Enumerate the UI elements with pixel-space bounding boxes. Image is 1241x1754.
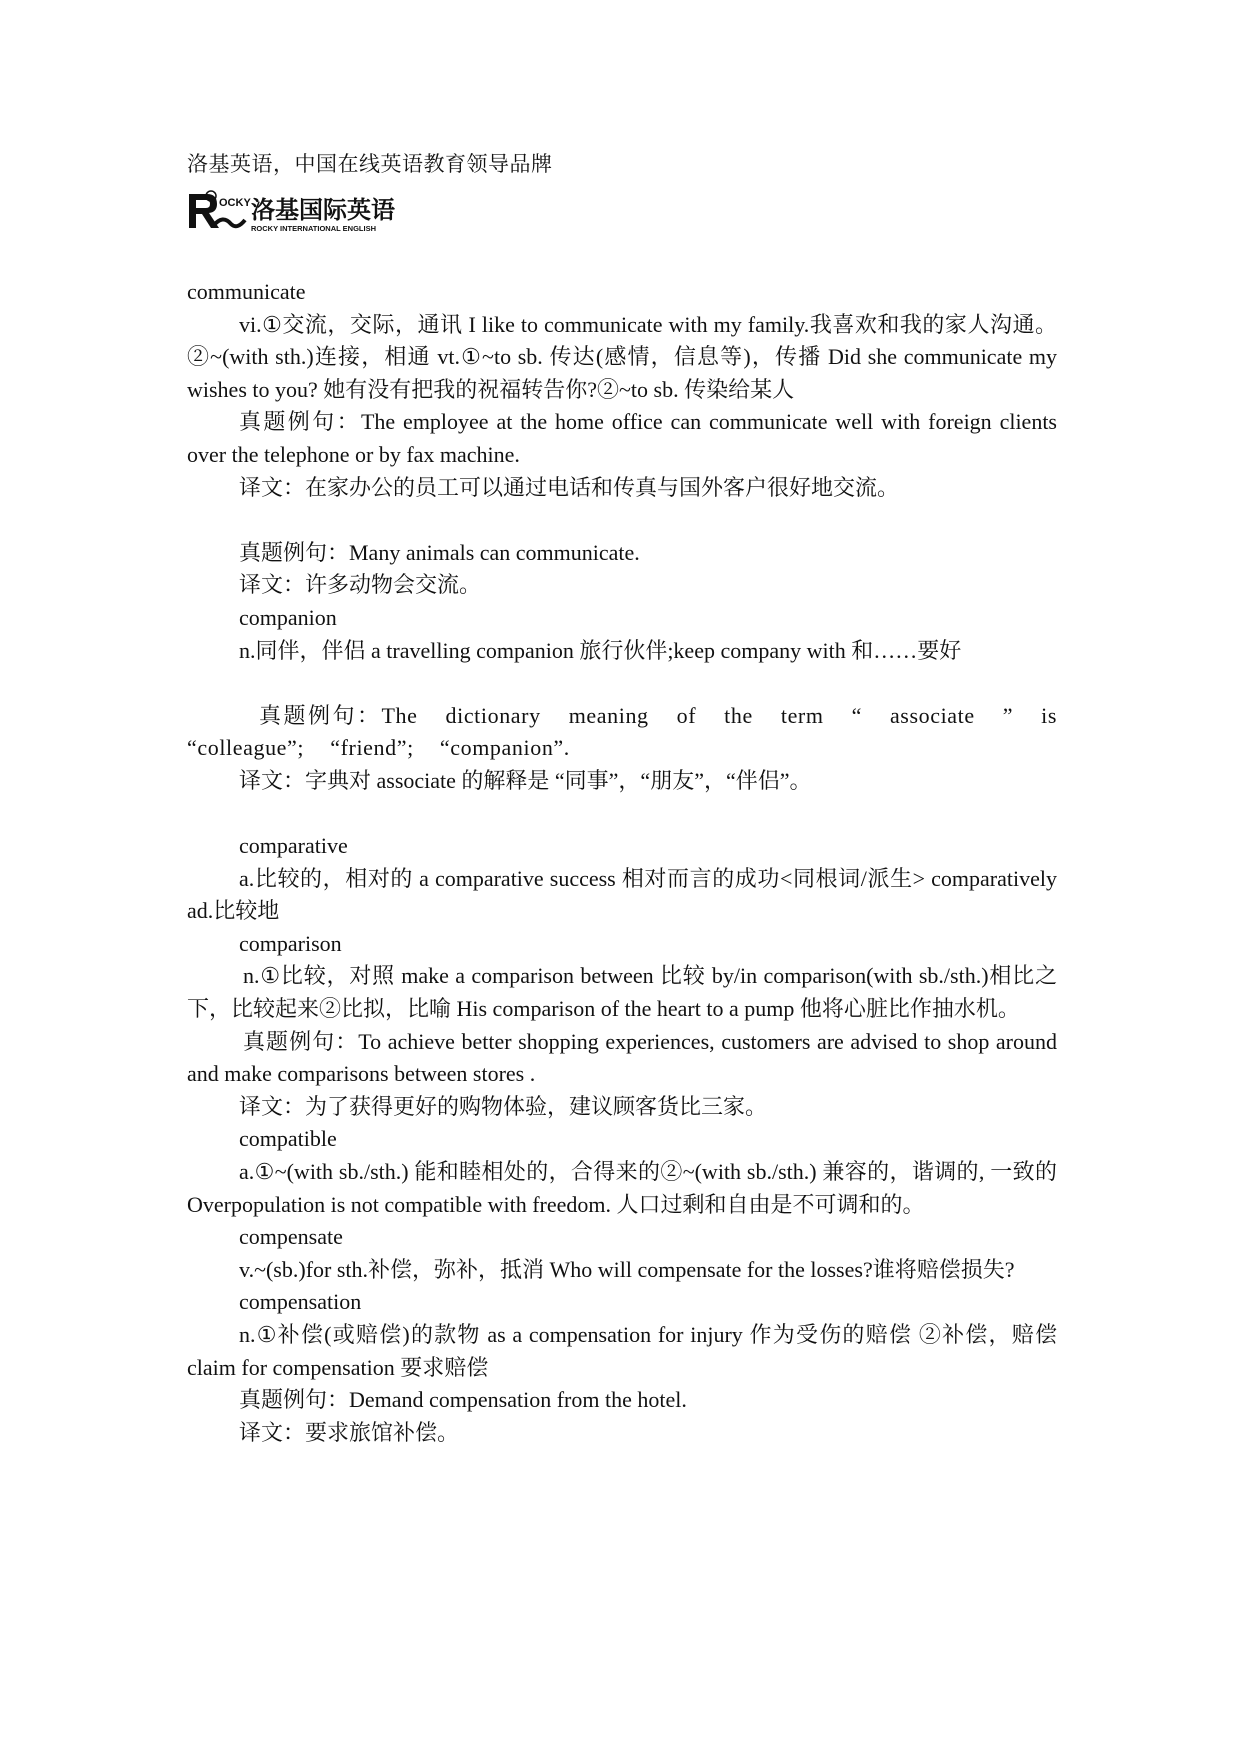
logo-cn-text: 洛基国际英语 bbox=[251, 196, 395, 224]
headword-communicate: communicate bbox=[187, 279, 306, 304]
definition-compensate: v.~(sb.)for sth.补偿，弥补，抵消 Who will compensate for the losses?谁将赔偿损失? bbox=[239, 1256, 1015, 1282]
definition-compensation: n.①补偿(或赔偿)的款物 as a compensation for injury 作为受伤的赔偿 ②补偿，赔偿 claim for compensation 要求赔偿 bbox=[187, 1322, 1057, 1380]
definition-comparison: n.①比较，对照 make a comparison between 比较 by/in comparison(with sb./sth.)相比之下，比较起来②比拟，比喻 His comparison of the heart to a pump 他将心脏比作抽水机。 bbox=[187, 963, 1057, 1022]
example-communicate-2: 真题例句：Many animals can communicate. bbox=[239, 539, 640, 565]
headword-compensate: compensate bbox=[239, 1224, 343, 1250]
rocky-logo-icon bbox=[187, 186, 432, 236]
document-page bbox=[187, 150, 1057, 1449]
example-companion: 真题例句：The dictionary meaning of the term “ associate ” is “colleague”; “friend”; “companion”. bbox=[187, 702, 1057, 761]
brand-logo bbox=[187, 186, 432, 236]
translation-comparison: 译文：为了获得更好的购物体验，建议顾客货比三家。 bbox=[239, 1093, 768, 1119]
document-body bbox=[187, 276, 1057, 1449]
translation-communicate-1: 译文：在家办公的员工可以通过电话和传真与国外客户很好地交流。 bbox=[239, 474, 900, 500]
example-comparison: 真题例句：To achieve better shopping experiences, customers are advised to shop around and make comparisons between stores . bbox=[187, 1028, 1057, 1087]
definition-comparative: a.比较的，相对的 a comparative success 相对而言的成功<同根词/派生> comparatively ad.比较地 bbox=[187, 865, 1057, 924]
headword-comparison: comparison bbox=[239, 930, 342, 956]
headword-comparative: comparative bbox=[239, 833, 348, 859]
logo-mark-text: OCKY bbox=[219, 197, 251, 209]
example-compensation: 真题例句：Demand compensation from the hotel. bbox=[239, 1387, 687, 1413]
example-communicate-1: 真题例句：The employee at the home office can communicate well with foreign clients over the telephone or by fax machine. bbox=[187, 409, 1057, 467]
definition-communicate: vi.①交流，交际，通讯 I like to communicate with my family.我喜欢和我的家人沟通。②~(with sth.)连接，相通 vt.①~to sb. 传达(感情，信息等)，传播 Did she communicate my wishes to you? 她有没有把我的祝福转告你?②~to sb. 传染给某人 bbox=[187, 311, 1057, 402]
headword-compensation: compensation bbox=[239, 1289, 362, 1315]
translation-compensation: 译文：要求旅馆补偿。 bbox=[239, 1419, 460, 1445]
headword-compatible: compatible bbox=[239, 1126, 337, 1152]
definition-companion: n.同伴，伴侣 a travelling companion 旅行伙伴;keep company with 和……要好 bbox=[239, 637, 962, 663]
translation-companion: 译文：字典对 associate 的解释是 “同事”，“朋友”，“伴侣”。 bbox=[239, 767, 812, 793]
logo-en-text: ROCKY INTERNATIONAL ENGLISH bbox=[251, 224, 377, 233]
headword-companion: companion bbox=[239, 604, 337, 630]
definition-compatible: a.①~(with sb./sth.) 能和睦相处的，合得来的②~(with sb./sth.) 兼容的，谐调的, 一致的 Overpopulation is not compatible with freedom. 人口过剩和自由是不可调和的。 bbox=[187, 1159, 1057, 1217]
header-tagline: 洛基英语，中国在线英语教育领导品牌 bbox=[187, 152, 553, 176]
translation-communicate-2: 译文：许多动物会交流。 bbox=[239, 572, 482, 598]
